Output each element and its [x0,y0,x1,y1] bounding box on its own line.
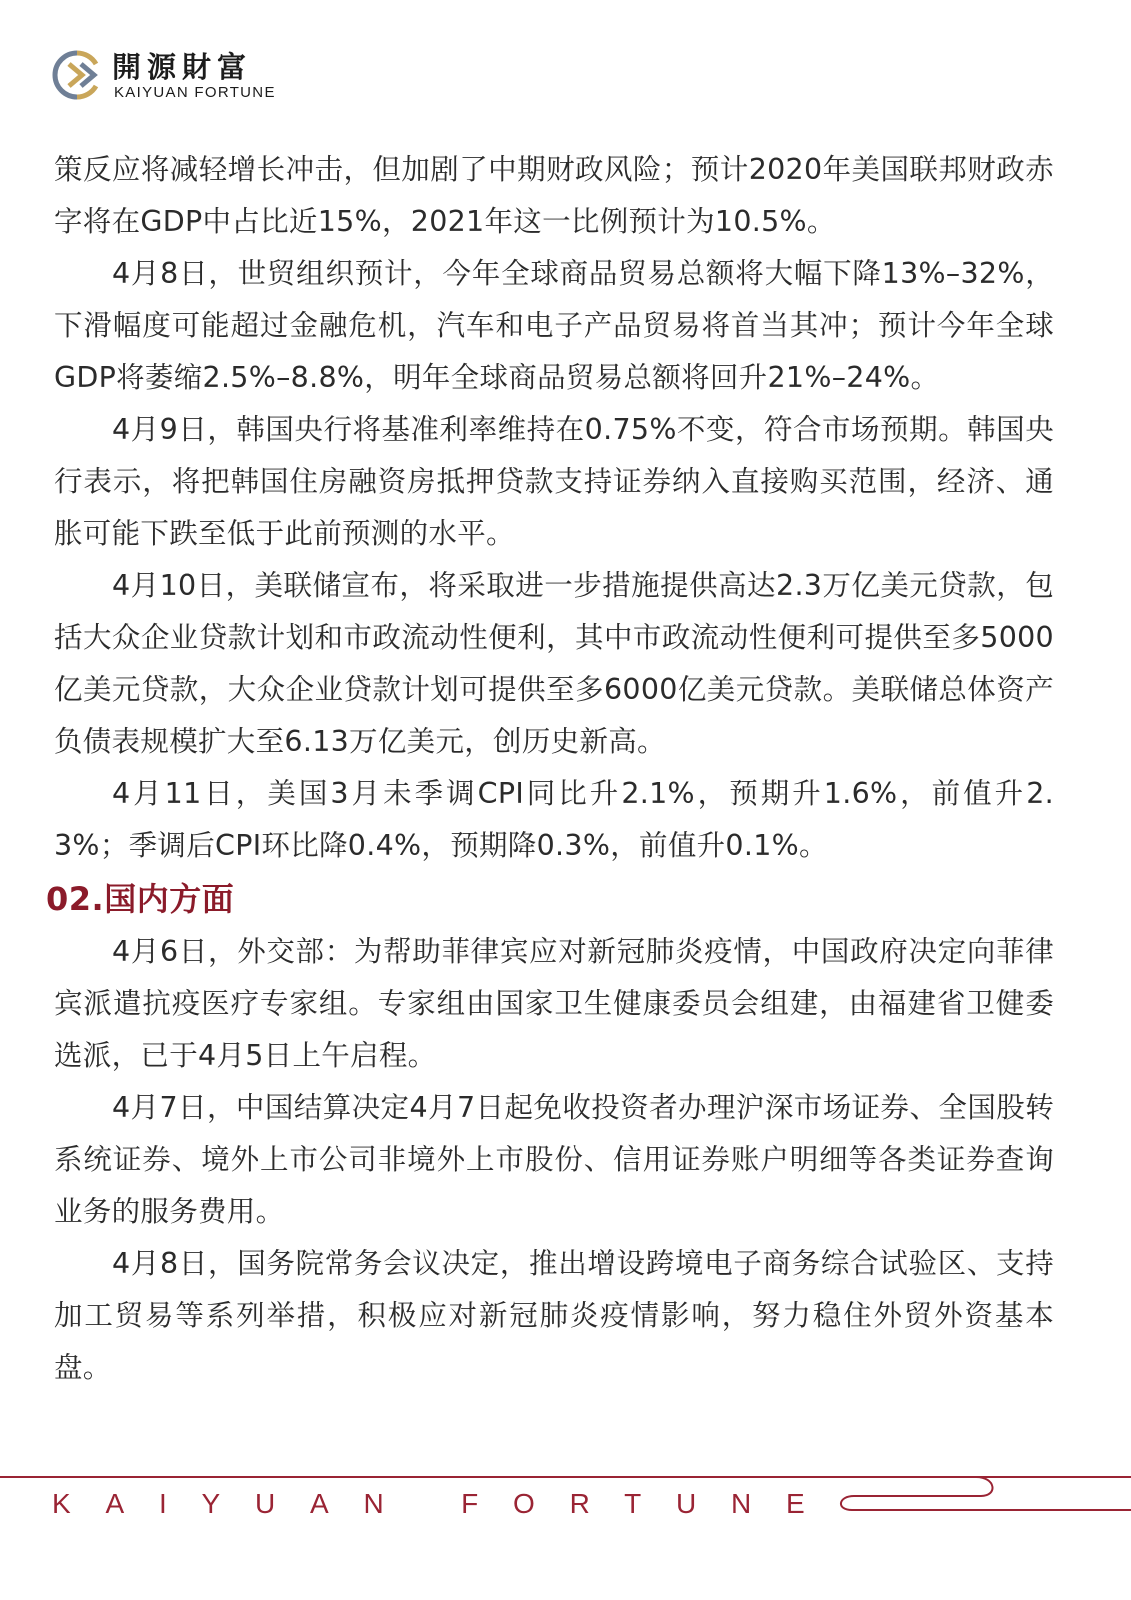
brand-logo [52,50,292,110]
paragraph-fed-loans: 4月10日，美联储宣布，将采取进一步措施提供高达2.3万亿美元贷款，包括大众企业贷款计划和市政流动性便利，其中市政流动性便利可提供至多5000亿美元贷款，大众企业贷款计划可提供至多6000亿美元贷款。美联储总体资产负债表规模扩大至6.13万亿美元，创历史新高。 [54,569,1054,758]
paragraph-korea-rate: 4月9日，韩国央行将基准利率维持在0.75%不变，符合市场预期。韩国央行表示，将把韩国住房融资房抵押贷款支持证券纳入直接购买范围，经济、通胀可能下跌至低于此前预测的水平。 [54,413,1054,550]
section-title-domestic: 02.国内方面 [46,880,235,918]
paragraph-us-cpi: 4月11日，美国3月未季调CPI同比升2.1%，预期升1.6%，前值升2.3%；季调后CPI环比降0.4%，预期降0.3%，前值升0.1%。 [54,777,1054,862]
footer-ornament-icon [826,1476,1131,1536]
brand-name-cn: 開源財富 [112,50,253,84]
paragraph-fiscal-deficit: 策反应将减轻增长冲击，但加剧了中期财政风险；预计2020年美国联邦财政赤字将在GDP中占比近15%，2021年这一比例预计为10.5%。 [54,153,1054,238]
paragraph-csdc-fees: 4月7日，中国结算决定4月7日起免收投资者办理沪深市场证券、全国股转系统证券、境外上市公司非境外上市股份、信用证券账户明细等各类证券查询业务的服务费用。 [54,1091,1054,1228]
brand-name-en: KAIYUAN FORTUNE [114,84,276,101]
kaiyuan-logo-icon [52,50,102,100]
paragraph-state-council: 4月8日，国务院常务会议决定，推出增设跨境电子商务综合试验区、支持加工贸易等系列举措，积极应对新冠肺炎疫情影响，努力稳住外贸外资基本盘。 [54,1247,1054,1384]
footer-brand-text: KAIYUAN FORTUNE [52,1488,840,1519]
paragraph-wto-forecast: 4月8日，世贸组织预计，今年全球商品贸易总额将大幅下降13%–32%，下滑幅度可能超过金融危机，汽车和电子产品贸易将首当其冲；预计今年全球GDP将萎缩2.5%–8.8%，明年全球商品贸易总额将回升21%–24%。 [54,257,1054,394]
paragraph-philippines-aid: 4月6日，外交部：为帮助菲律宾应对新冠肺炎疫情，中国政府决定向菲律宾派遣抗疫医疗专家组。专家组由国家卫生健康委员会组建，由福建省卫健委选派，已于4月5日上午启程。 [54,935,1054,1072]
article-body [46,144,1054,1394]
